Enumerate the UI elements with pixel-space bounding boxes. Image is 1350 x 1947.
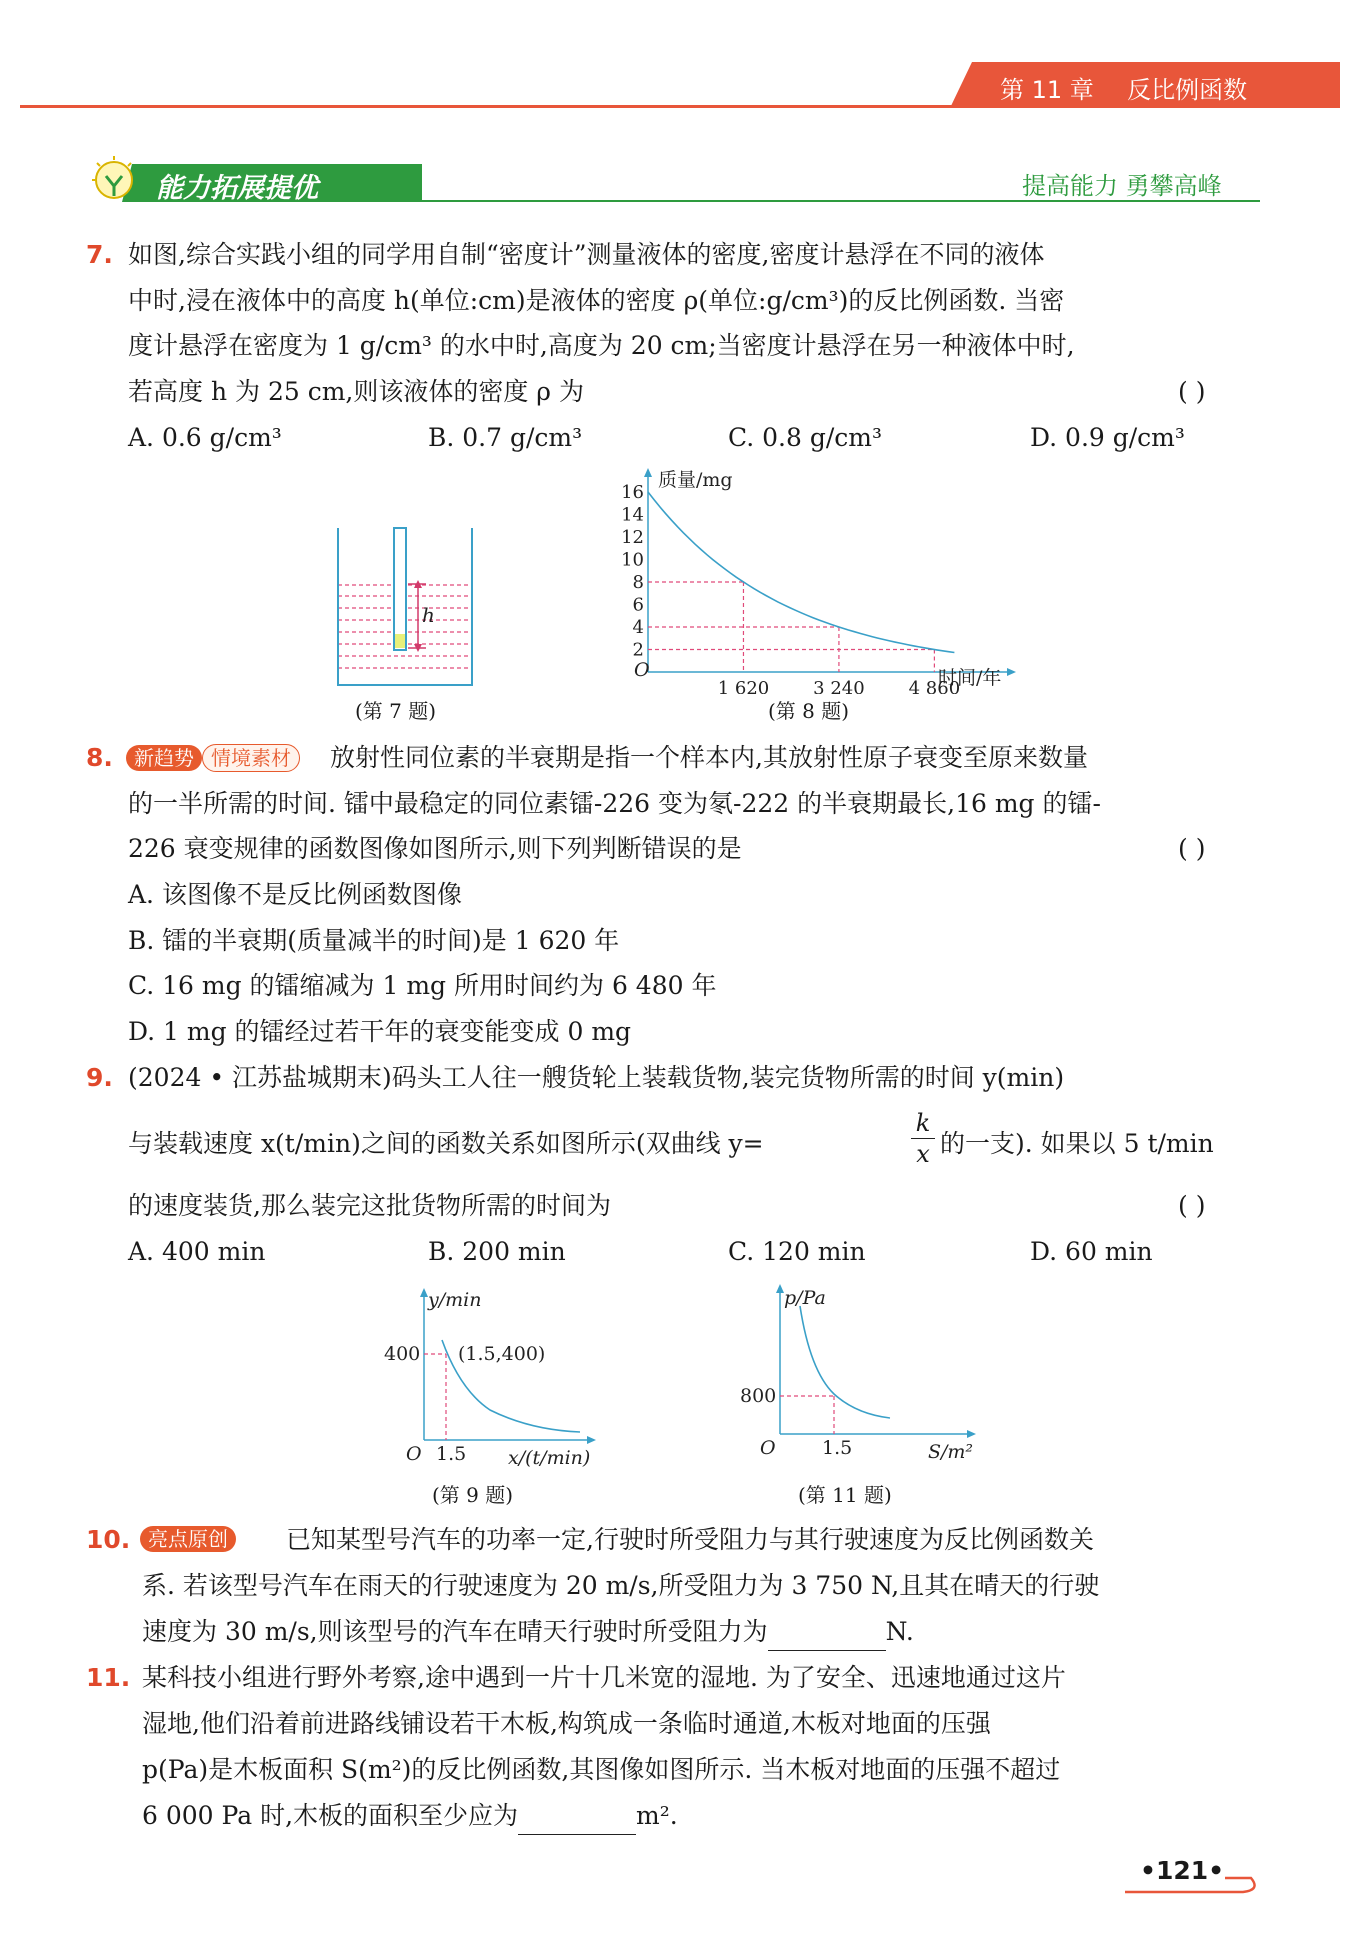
figure-9-caption: (第 9 题) (432, 1483, 514, 1507)
page-number-swoosh (1125, 1870, 1265, 1898)
figure-8-chart (600, 462, 1030, 694)
q11-line-3: p(Pa)是木板面积 S(m²)的反比例函数,其图像如图所示. 当木板对地面的压强不超过 (142, 1755, 1061, 1784)
q11-number: 11. (86, 1663, 131, 1692)
y-tick-12: 12 (621, 527, 644, 548)
y-axis-label: 质量/mg (658, 469, 733, 491)
q10-tag-wrap (140, 1526, 236, 1552)
x-tick-3240: 3 240 (813, 678, 865, 694)
q9-number: 9. (86, 1063, 113, 1092)
point-label: (1.5,400) (458, 1343, 546, 1365)
x-axis-label: S/m² (928, 1441, 974, 1463)
section-title: 能力拓展提优 (156, 173, 318, 204)
q7-option-a: A. 0.6 g/cm³ (128, 423, 282, 452)
hydrometer-weight (395, 634, 405, 648)
section-banner (92, 158, 412, 206)
q8-option-a: A. 该图像不是反比例函数图像 (128, 880, 462, 909)
q7-line-3: 度计悬浮在密度为 1 g/cm³ 的水中时,高度为 20 cm;当密度计悬浮在另一种液体中时, (128, 331, 1075, 360)
y-tick-16: 16 (621, 482, 644, 503)
slogan: 提高能力 勇攀高峰 (1022, 172, 1222, 200)
q9-answer-paren: ( ) (1178, 1191, 1206, 1220)
q9-line-2a: 与装载速度 x(t/min)之间的函数关系如图所示(双曲线 y= (128, 1129, 764, 1158)
q9-line-2b: 的一支). 如果以 5 t/min (940, 1129, 1214, 1158)
figure-8-caption: (第 8 题) (768, 699, 850, 723)
origin-label: O (760, 1437, 776, 1459)
q9-option-c: C. 120 min (728, 1237, 866, 1266)
q8-tag-trend: 新趋势 (126, 745, 202, 771)
x-axis-label: 时间/年 (938, 667, 1002, 689)
q11-line-4: 6 000 Pa 时,木板的面积至少应为 m². (142, 1798, 678, 1835)
x-tick-1620: 1 620 (717, 678, 770, 694)
q9-fraction (911, 1108, 935, 1169)
q9-option-d: D. 60 min (1030, 1237, 1153, 1266)
q8-answer-paren: ( ) (1178, 834, 1206, 863)
y-axis-label: p/Pa (784, 1287, 826, 1309)
q7-number: 7. (86, 240, 113, 269)
q11-line-2: 湿地,他们沿着前进路线铺设若干木板,构筑成一条临时通道,木板对地面的压强 (142, 1709, 991, 1738)
q9-option-a: A. 400 min (128, 1237, 266, 1266)
q10-tag-original: 亮点原创 (140, 1526, 236, 1552)
y-tick-6: 6 (632, 594, 644, 616)
q10-line-1: 已知某型号汽车的功率一定,行驶时所受阻力与其行驶速度为反比例函数关 (286, 1525, 1094, 1554)
fraction-denominator: x (911, 1138, 935, 1169)
q7-option-b: B. 0.7 g/cm³ (428, 423, 583, 452)
y-tick-4: 4 (632, 617, 644, 638)
q7-option-d: D. 0.9 g/cm³ (1030, 423, 1185, 452)
chapter-title: 反比例函数 (1127, 76, 1248, 104)
q10-answer-blank[interactable] (768, 1614, 886, 1651)
height-label: h (422, 603, 435, 627)
fraction-numerator: k (915, 1109, 931, 1137)
y-tick-14: 14 (621, 504, 644, 526)
figure-7-beaker (330, 520, 480, 690)
figure-9-chart (380, 1280, 610, 1470)
q8-option-d: D. 1 mg 的镭经过若干年的衰变能变成 0 mg (128, 1017, 632, 1046)
q8-number: 8. (86, 743, 113, 772)
hyperbola-curve (800, 1306, 890, 1418)
q10-number: 10. (86, 1525, 131, 1554)
q11-line-1: 某科技小组进行野外考察,途中遇到一片十几米宽的湿地. 为了安全、迅速地通过这片 (142, 1663, 1066, 1692)
q7-line-1: 如图,综合实践小组的同学用自制“密度计”测量液体的密度,密度计悬浮在不同的液体 (128, 240, 1045, 269)
q9-option-b: B. 200 min (428, 1237, 566, 1266)
chapter-number: 第 11 章 (1000, 76, 1094, 104)
x-tick-4860: 4 860 (908, 678, 961, 694)
q8-tags (126, 744, 300, 772)
q9-line-1: (2024 • 江苏盐城期末)码头工人往一艘货轮上装载货物,装完货物所需的时间 y(min) (128, 1063, 1065, 1092)
x-axis-arrow (1007, 668, 1016, 676)
y-axis-label: y/min (428, 1289, 482, 1311)
q7-line-4: 若高度 h 为 25 cm,则该液体的密度 ρ 为 (128, 377, 584, 406)
q11-answer-blank[interactable] (518, 1798, 636, 1835)
q8-line-3: 226 衰变规律的函数图像如图所示,则下列判断错误的是 (128, 834, 742, 863)
y-axis-arrow (420, 1288, 428, 1297)
origin-label: O (634, 659, 650, 681)
page-number: •121• (1140, 1856, 1225, 1885)
lightbulb-icon (88, 154, 140, 206)
x-axis-label: x/(t/min) (508, 1447, 591, 1469)
q8-tag-context: 情境素材 (202, 744, 300, 772)
q8-line-2: 的一半所需的时间. 镭中最稳定的同位素镭-226 变为氡-222 的半衰期最长,16 mg 的镭- (128, 789, 1101, 818)
q7-line-2: 中时,浸在液体中的高度 h(单位:cm)是液体的密度 ρ(单位:g/cm³)的反比例函数. 当密 (128, 286, 1065, 315)
hydrometer-tube (394, 528, 406, 650)
q7-answer-paren: ( ) (1178, 377, 1206, 406)
figure-11-caption: (第 11 题) (798, 1483, 892, 1507)
y-axis-arrow (644, 468, 652, 477)
x-axis-arrow (587, 1436, 596, 1444)
x-tick-1-5: 1.5 (822, 1437, 853, 1459)
origin-label: O (406, 1443, 422, 1465)
x-axis-arrow (967, 1430, 976, 1438)
q8-option-b: B. 镭的半衰期(质量减半的时间)是 1 620 年 (128, 926, 620, 955)
q10-line-3: 速度为 30 m/s,则该型号的汽车在晴天行驶时所受阻力为 N. (142, 1614, 914, 1651)
decay-curve (648, 492, 954, 653)
y-tick-400: 400 (384, 1343, 421, 1365)
y-tick-10: 10 (621, 549, 644, 571)
q9-line-3: 的速度装货,那么装完这批货物所需的时间为 (128, 1191, 611, 1220)
figure-11-chart (738, 1276, 988, 1466)
y-axis-arrow (776, 1284, 784, 1293)
q10-line-2: 系. 若该型号汽车在雨天的行驶速度为 20 m/s,所受阻力为 3 750 N,且其在晴天的行驶 (142, 1571, 1100, 1600)
q7-option-c: C. 0.8 g/cm³ (728, 423, 882, 452)
x-tick-1-5: 1.5 (436, 1443, 467, 1465)
y-tick-800: 800 (740, 1385, 777, 1407)
y-tick-8: 8 (632, 572, 644, 593)
q8-line-1: 放射性同位素的半衰期是指一个样本内,其放射性原子衰变至原来数量 (330, 743, 1088, 772)
figure-7-caption: (第 7 题) (355, 699, 437, 723)
y-tick-2: 2 (632, 639, 644, 661)
chapter-banner (950, 62, 1340, 108)
q8-option-c: C. 16 mg 的镭缩减为 1 mg 所用时间约为 6 480 年 (128, 971, 717, 1000)
